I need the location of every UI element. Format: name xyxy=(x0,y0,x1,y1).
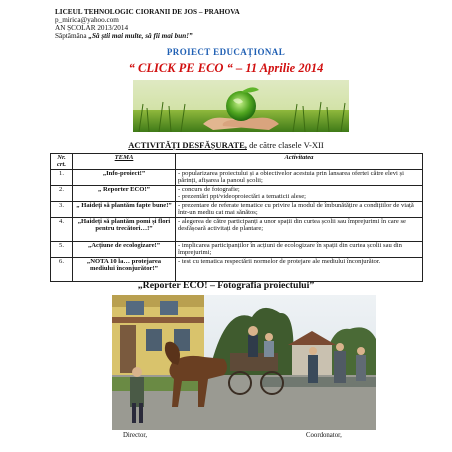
table-row xyxy=(51,257,423,281)
hands-globe-illustration xyxy=(133,80,349,132)
row-number: 2. xyxy=(51,185,73,201)
row-number: 4. xyxy=(51,217,73,241)
row-tema: „ Reporter ECO!” xyxy=(73,185,176,201)
project-photo xyxy=(112,295,376,430)
week-label: Săptămâna xyxy=(55,32,87,40)
row-number: 5. xyxy=(51,241,73,257)
section-title: ACTIVITĂȚI DESFĂȘURATE, xyxy=(128,140,247,150)
col-header-tema: TEMA xyxy=(73,154,176,170)
row-tema: „ Haideți să plantăm fapte bune!” xyxy=(73,201,176,217)
row-activity: - popularizarea proiectului și a obiectivelor acestuia prin lansarea ofertei către elevi și părinți, afișarea la panoul școlii; xyxy=(176,169,423,185)
row-activity: - implicarea participanților în acțiuni de ecologizare în spații din curtea școlii sau din împrejurimi; xyxy=(176,241,423,257)
coordinator-signature-label: Coordonator, xyxy=(306,432,342,439)
section-heading xyxy=(0,140,452,150)
project-title: PROIECT EDUCAȚIONAL xyxy=(166,47,286,57)
project-subtitle: “ CLICK PE ECO “ – 11 Aprilie 2014 xyxy=(128,61,324,75)
col-header-nr: Nr. crt. xyxy=(51,154,73,170)
table-row xyxy=(51,241,423,257)
row-tema: „Acțiune de ecologizare!” xyxy=(73,241,176,257)
table-row xyxy=(51,169,423,185)
week-line xyxy=(55,32,193,40)
horse-cart-photo xyxy=(112,295,376,430)
eco-banner-image xyxy=(133,80,349,132)
row-tema: „Info-proiect!” xyxy=(73,169,176,185)
email-address: p_mirica@yahoo.com xyxy=(55,16,119,24)
row-tema: „Haideți să plantăm pomi și flori pentru trecători…!” xyxy=(73,217,176,241)
row-number: 3. xyxy=(51,201,73,217)
row-activity: - prezentare de referate tematice cu privire la modul de îmbunătățire a condițiilor de viață într-un mediu cat mai sănătos; xyxy=(176,201,423,217)
director-signature-label: Director, xyxy=(123,432,148,439)
table-row xyxy=(51,185,423,201)
school-year: AN ȘCOLAR 2013/2014 xyxy=(55,24,129,32)
col-header-activitatea: Activitatea xyxy=(176,154,423,170)
photo-section-title: „Reporter ECO! – Fotografia proiectului” xyxy=(137,280,315,291)
table-row xyxy=(51,217,423,241)
row-activity: - test cu tematica respectării normelor de protejare ale mediului înconjurător. xyxy=(176,257,423,281)
table-row xyxy=(51,201,423,217)
table-header-row xyxy=(51,154,423,170)
row-number: 1. xyxy=(51,169,73,185)
row-activity: - concurs de fotografie; - prezentări ppt/videoproiectări a tematicii alese; xyxy=(176,185,423,201)
activities-table xyxy=(50,153,423,282)
row-activity: - alegerea de către participanți a unor spații din curtea școlii sau împrejurimi în care se desfășoară activitați de plantare; xyxy=(176,217,423,241)
row-tema: „NOTA 10 la… protejarea mediului înconjurător!” xyxy=(73,257,176,281)
row-number: 6. xyxy=(51,257,73,281)
school-name: LICEUL TEHNOLOGIC CIORANII DE JOS – PRAHOVA xyxy=(55,8,240,16)
section-suffix: de către clasele V-XII xyxy=(246,140,324,150)
week-name: „Să știi mai multe, să fii mai bun!” xyxy=(88,32,193,40)
